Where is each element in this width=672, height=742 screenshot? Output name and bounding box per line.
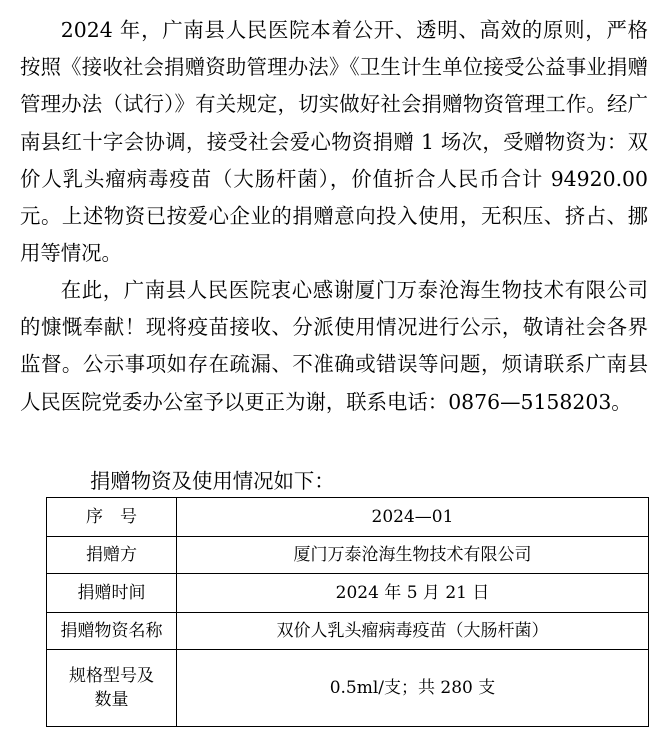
serial-number-value: 2024—01 [177,498,649,537]
donor-label: 捐赠方 [47,537,177,574]
notice-paragraph-1: 2024 年，广南县人民医院本着公开、透明、高效的原则，严格按照《接收社会捐赠资助管理办法》《卫生计生单位接受公益事业捐赠管理办法（试行）》有关规定，切实做好社会捐赠物资管理工作。经广南县红十字会协调，接受社会爱心物资捐赠 1 场次，受赠物资为：双价人乳头瘤病毒疫苗（大肠杆菌），价值折合人民币合计 94920.00 元。上述物资已按爱心企业的捐赠意向投入使用，无积压、挤占、挪用等情况。 [20,18,648,266]
donor-value: 厦门万泰沧海生物技术有限公司 [177,537,649,574]
spec-quantity-label-line-1: 规格型号及 [69,666,154,686]
table-row [47,613,649,650]
spec-quantity-label [47,650,177,727]
notice-paragraph-2: 在此，广南县人民医院衷心感谢厦门万泰沧海生物技术有限公司的慷慨奉献！现将疫苗接收、分派使用情况进行公示，敬请社会各界监督。公示事项如存在疏漏、不准确或错误等问题，烦请联系广南县人民医院党委办公室予以更正为谢，联系电话：0876—5158203。 [20,278,648,414]
donation-date-value: 2024 年 5 月 21 日 [177,574,649,613]
table-intro: 捐赠物资及使用情况如下： [90,469,335,493]
table-row [47,537,649,574]
table-row [47,574,649,613]
spec-quantity-value: 0.5ml/支；共 280 支 [177,650,649,727]
item-name-value: 双价人乳头瘤病毒疫苗（大肠杆菌） [177,613,649,650]
serial-number-label: 序 号 [47,498,177,537]
donation-table [46,497,649,727]
table-row [47,498,649,537]
table-row [47,650,649,727]
donation-date-label: 捐赠时间 [47,574,177,613]
spec-quantity-label-line-2: 数量 [94,690,129,710]
item-name-label: 捐赠物资名称 [47,613,177,650]
